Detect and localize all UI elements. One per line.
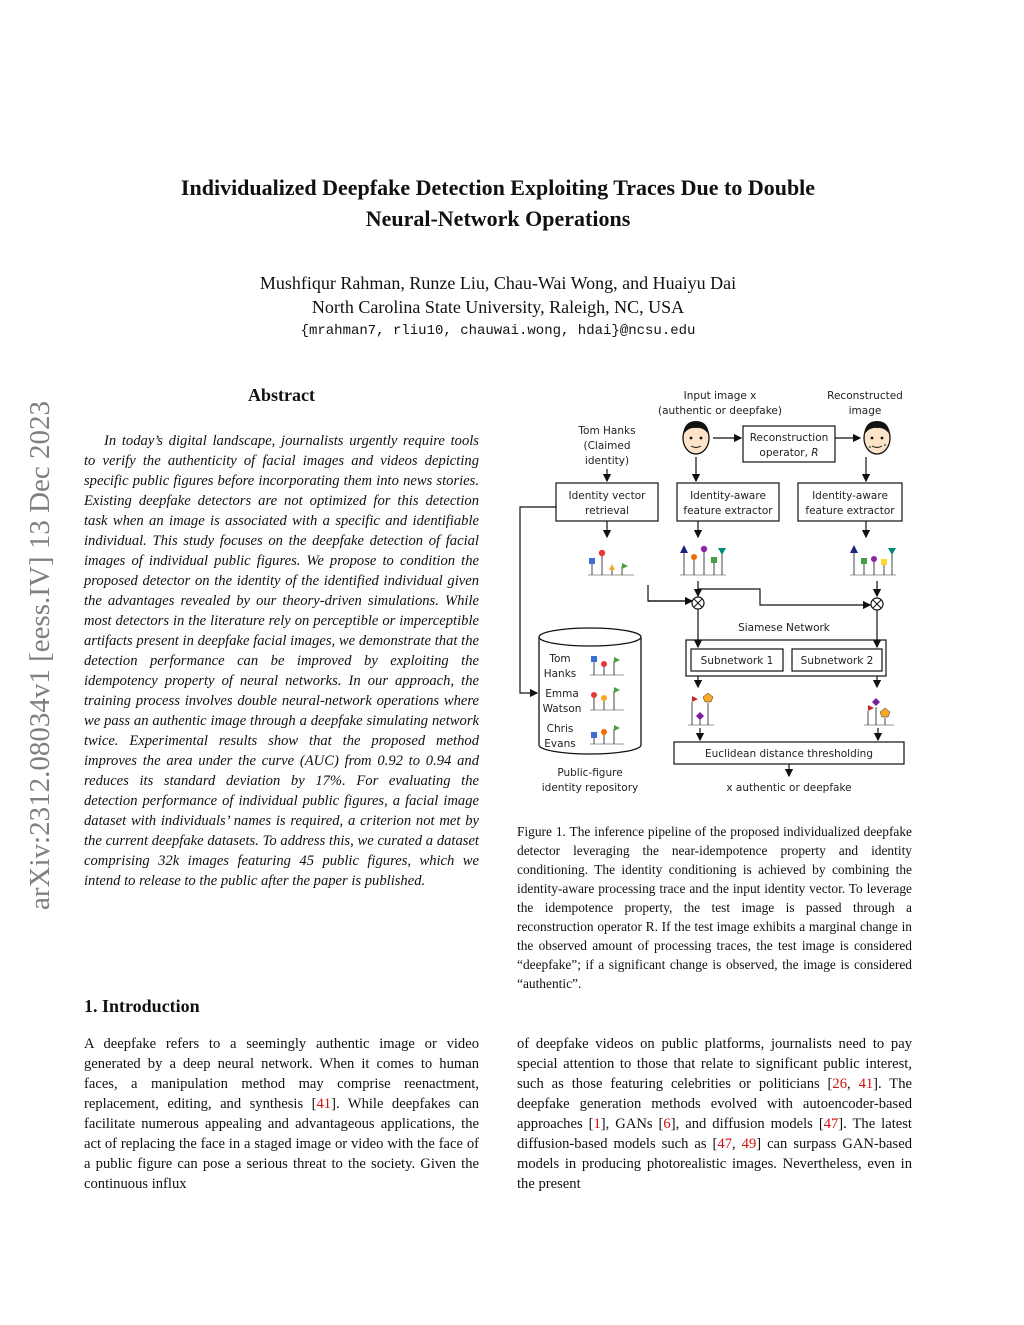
euclidean-label: Euclidean distance thresholding <box>705 748 873 760</box>
feat2-1: Identity-aware <box>812 490 888 502</box>
db-chris-1: Chris <box>546 723 574 735</box>
citation-link[interactable]: 47 <box>717 1136 732 1152</box>
db-emma-2: Watson <box>542 703 582 715</box>
claimed-identity-2: (Claimed <box>583 440 631 452</box>
output-glyph-2 <box>864 698 894 725</box>
intro-right-text-6: ] can surpass GAN-based models in producing photorealistic images. Nevertheless, even in the present <box>517 1136 912 1192</box>
id-vec-2: retrieval <box>585 505 629 517</box>
repo-1: Public-figure <box>557 767 623 779</box>
intro-left-column <box>84 1034 479 1194</box>
feature-glyph-1 <box>680 545 726 575</box>
intro-left-text-1: A deepfake refers to a seemingly authentic image or video generated by a deep neural network. When it comes to human faces, a manipulation method may comprise reenactment, replacement, editing, and synthesis [ <box>84 1036 479 1112</box>
feat1-1: Identity-aware <box>690 490 766 502</box>
authors: Mushfiqur Rahman, Runze Liu, Chau-Wai Wong, and Huaiyu Dai <box>259 273 737 293</box>
claimed-identity-1: Tom Hanks <box>578 425 636 437</box>
intro-right-text-2: ]. The deepfake generation methods evolved with autoencoder-based approaches [ <box>517 1076 912 1132</box>
intro-left-text-2: ]. While deepfakes can facilitate numerous appealing and advantageous applications, the act of replacing the face in a staged image or video with the face of a public figure can pose a serious threat to the society. Given the continuous influx <box>84 1096 479 1192</box>
claimed-identity-3: identity) <box>584 455 630 467</box>
citation-separator: , <box>847 1076 859 1092</box>
feat2-2: feature extractor <box>805 505 895 517</box>
db-chris-2: Evans <box>544 738 576 750</box>
citation-link[interactable]: 41 <box>858 1076 874 1092</box>
multiply-icon-1 <box>692 597 704 609</box>
input-label-2: (authentic or deepfake) <box>658 405 782 417</box>
feat1-2: feature extractor <box>683 505 773 517</box>
author-emails: {mrahman7, rliu10, chauwai.wong, hdai}@ncsu.edu <box>300 323 696 339</box>
title-line-2: Neural-Network Operations <box>365 206 631 231</box>
recon-op-var: R <box>811 447 819 459</box>
figure-caption: Figure 1. The inference pipeline of the proposed individualized deepfake detector leveraging the near-idempotence property and identity conditioning. The identity conditioning is achieved by combining the identity-aware processing trace and the input identity vector. To leverage the idempotence property, the test image is passed through a reconstruction operator R. If the test image exhibits a marginal change in the observed amount of processing traces, the test image is considered “deepfake”; if a significant change is observed, the image is considered “authentic”. <box>517 824 912 991</box>
input-label-1: Input image x <box>683 390 757 402</box>
intro-right-text-5: ]. The latest diffusion-based models such as [ <box>517 1116 912 1152</box>
abstract-heading: Abstract <box>248 385 315 405</box>
recon-label-1: Reconstructed <box>827 390 903 402</box>
citation-link[interactable]: 6 <box>663 1116 671 1132</box>
recon-op-line-2 <box>759 447 818 459</box>
intro-right-column <box>517 1034 912 1194</box>
multiply-icon-2 <box>871 598 883 610</box>
title-line-1: Individualized Deepfake Detection Exploiting Traces Due to Double <box>180 175 816 200</box>
recon-label-2: image <box>848 405 882 417</box>
db-tom-1: Tom <box>549 653 571 665</box>
citation-link[interactable]: 49 <box>741 1136 757 1152</box>
db-emma-1: Emma <box>545 688 579 700</box>
affiliation: North Carolina State University, Raleigh, NC, USA <box>311 297 685 317</box>
paper-title <box>120 172 876 234</box>
output-glyph-1 <box>688 693 714 725</box>
id-vec-1: Identity vector <box>568 490 646 502</box>
repo-2: identity repository <box>541 782 639 794</box>
output-label: x authentic or deepfake <box>726 782 852 794</box>
intro-right-text-4: ], and diffusion models [ <box>670 1116 824 1132</box>
arxiv-stamp: arXiv:2312.08034v1 [eess.IV] 13 Dec 2023 <box>24 400 56 910</box>
citation-link[interactable]: 1 <box>593 1116 601 1132</box>
citation-link[interactable]: 26 <box>832 1076 848 1092</box>
feature-glyph-2 <box>850 545 896 575</box>
section-heading: 1. Introduction <box>84 996 200 1016</box>
subnetwork-1-label: Subnetwork 1 <box>700 655 774 667</box>
subnetwork-2-label: Subnetwork 2 <box>800 655 874 667</box>
abstract-text: In today’s digital landscape, journalists urgently require tools to verify the authenticity of facial images and videos depicting specific public figures before incorporating them into news stories. Existing deepfake detectors are not optimized for this detection task when an image is associated with a specific and identifiable individual. This study focuses on the deepfake detection of facial images of individual public figures. We propose to condition the proposed detector on the identity of the identified individual given the advantages revealed by our theory-driven simulations. While most detectors in the literature rely on perceptible or imperceptible artifacts present in deepfake facial images, we demonstrate that the detection performance can be improved by exploiting the idempotency property of neural networks. In our approach, the training process involves double neural-network operations where we pass an authentic image through a deepfake simulating network twice. Experimental results show that the proposed method improves the area under the curve (AUC) from 0.92 to 0.94 and reduces its standard deviation by 17%. For evaluating the detection performance of individual public figures, a facial image dataset with individuals’ names is required, a criterion not met by the current deepfake datasets. To address this, we curated a dataset comprising 32k images featuring 45 public figures, which we intend to release to the public after the paper is published. <box>84 433 479 889</box>
siamese-label: Siamese Network <box>738 622 830 634</box>
identity-vector-glyph <box>588 550 634 575</box>
citation-link[interactable]: 41 <box>316 1096 332 1112</box>
intro-right-text-3: ], GANs [ <box>600 1116 664 1132</box>
intro-right-text-1: of deepfake videos on public platforms, journalists need to pay special attention to those that relate to significant public interest, such as those featuring celebrities or politicians [ <box>517 1036 912 1092</box>
figure-1 <box>514 385 914 805</box>
citation-link[interactable]: 47 <box>823 1116 839 1132</box>
input-face-icon <box>683 421 709 454</box>
recon-op-1: Reconstruction <box>749 432 829 444</box>
citation-separator: , <box>732 1136 742 1152</box>
reconstructed-face-icon <box>864 421 890 454</box>
db-tom-2: Hanks <box>543 668 577 680</box>
recon-op-2: operator, <box>759 447 812 459</box>
